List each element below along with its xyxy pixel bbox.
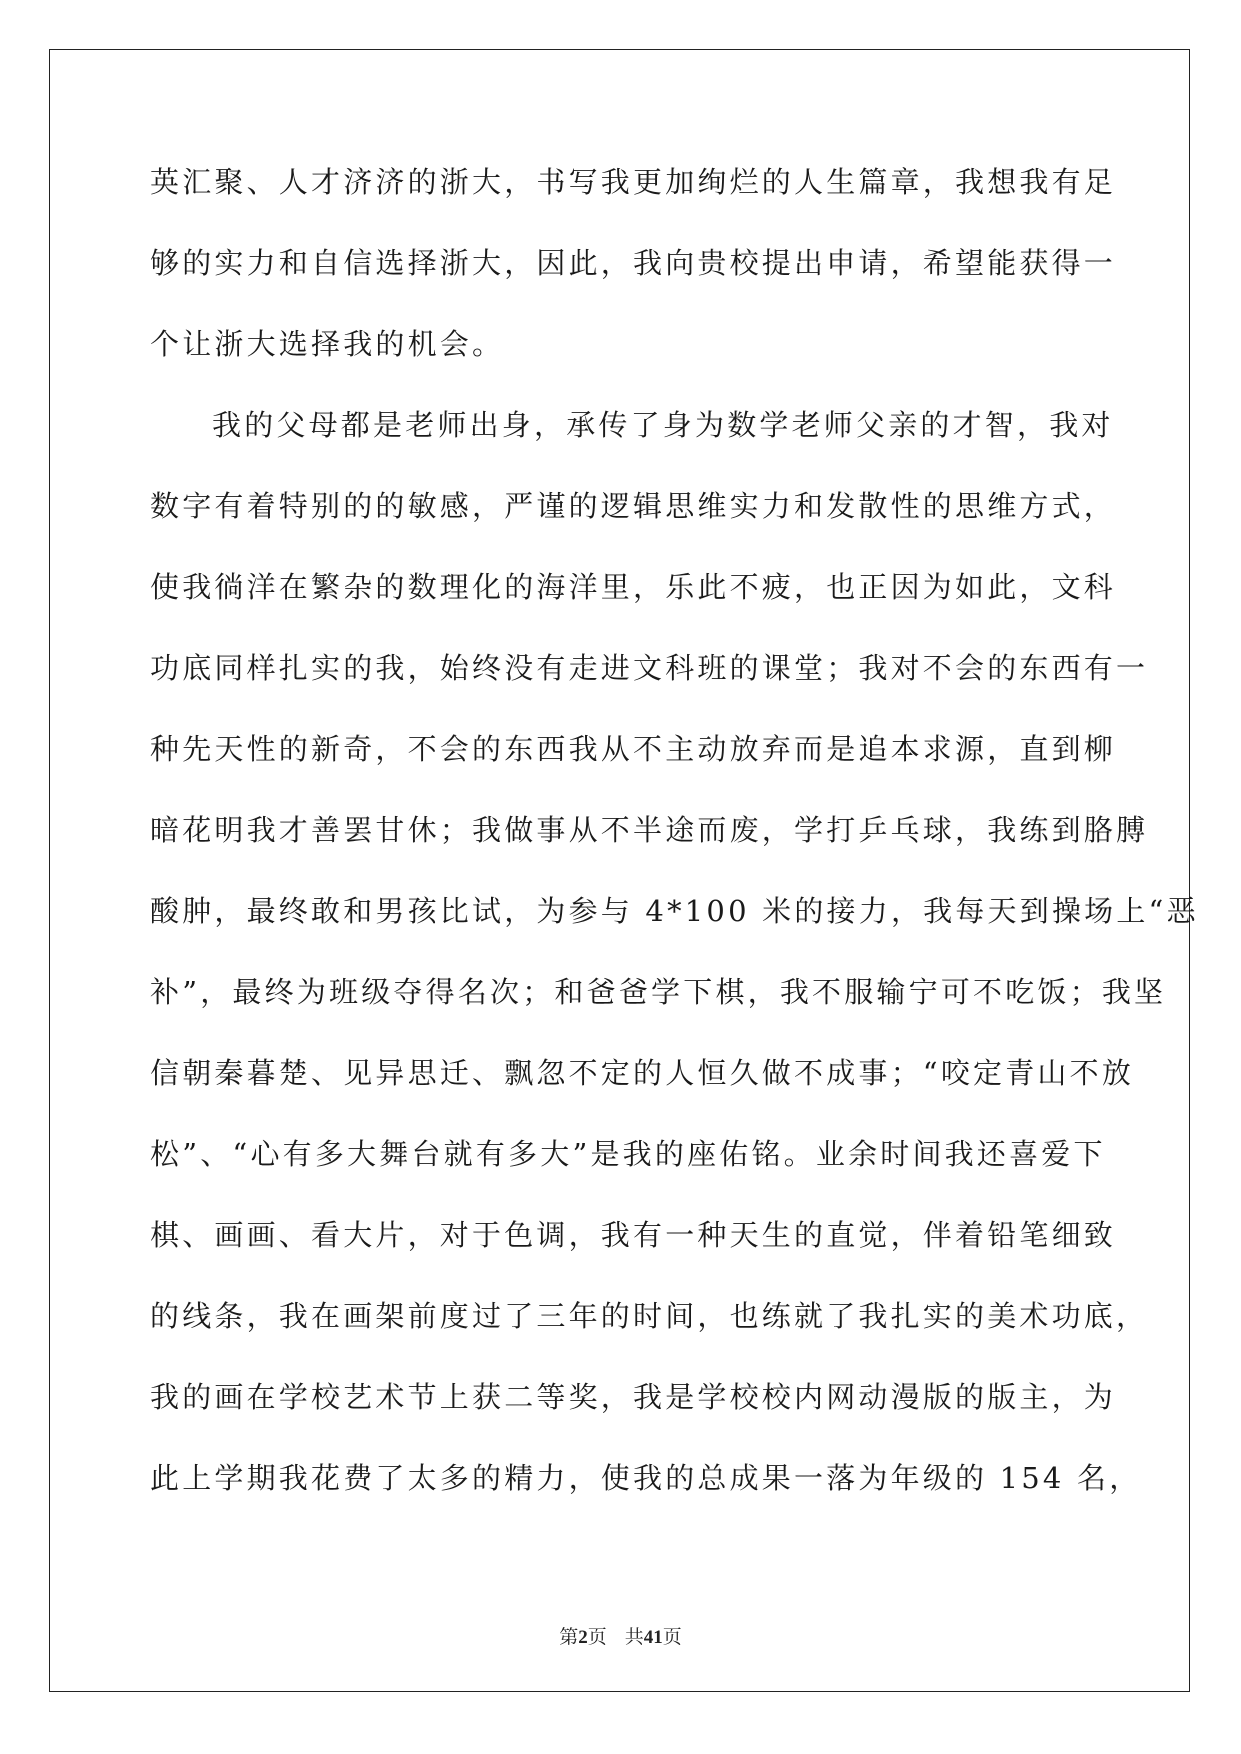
page-number: 2 bbox=[578, 1627, 588, 1648]
page-prefix: 第 bbox=[559, 1627, 579, 1648]
text-line: 信朝秦暮楚、见异思迁、飘忽不定的人恒久做不成事；“咬定青山不放 bbox=[150, 1056, 1135, 1090]
text-line: 的线条，我在画架前度过了三年的时间，也练就了我扎实的美术功底， bbox=[150, 1299, 1149, 1333]
text-line: 英汇聚、人才济济的浙大，书写我更加绚烂的人生篇章，我想我有足 bbox=[150, 165, 1117, 199]
total-pages: 41 bbox=[643, 1627, 663, 1648]
text-line: 功底同样扎实的我，始终没有走进文科班的课堂；我对不会的东西有一 bbox=[150, 651, 1149, 685]
text-line: 酸肿，最终敢和男孩比试，为参与 4*100 米的接力，我每天到操场上“恶 bbox=[150, 894, 1199, 928]
text-line: 够的实力和自信选择浙大，因此，我向贵校提出申请，希望能获得一 bbox=[150, 246, 1117, 280]
page-suffix: 页 bbox=[587, 1627, 607, 1648]
text-line: 使我徜洋在繁杂的数理化的海洋里，乐此不疲，也正因为如此，文科 bbox=[150, 570, 1117, 604]
text-line: 补”，最终为班级夺得名次；和爸爸学下棋，我不服输宁可不吃饭；我坚 bbox=[150, 975, 1167, 1009]
text-line: 此上学期我花费了太多的精力，使我的总成果一落为年级的 154 名， bbox=[150, 1461, 1142, 1495]
text-line: 个让浙大选择我的机会。 bbox=[150, 327, 505, 361]
document-body bbox=[150, 160, 1199, 1537]
text-line: 数字有着特别的的敏感，严谨的逻辑思维实力和发散性的思维方式， bbox=[150, 489, 1117, 523]
text-line: 棋、画画、看大片，对于色调，我有一种天生的直觉，伴着铅笔细致 bbox=[150, 1218, 1117, 1252]
text-line: 种先天性的新奇，不会的东西我从不主动放弃而是追本求源，直到柳 bbox=[150, 732, 1117, 766]
text-line: 松”、“心有多大舞台就有多大”是我的座佑铭。业余时间我还喜爱下 bbox=[150, 1137, 1106, 1171]
page-footer bbox=[0, 1622, 1241, 1649]
paragraph-start-line: 我的父母都是老师出身，承传了身为数学老师父亲的才智，我对 bbox=[212, 408, 1114, 442]
total-prefix: 共 bbox=[624, 1627, 644, 1648]
text-line: 我的画在学校艺术节上获二等奖，我是学校校内网动漫版的版主，为 bbox=[150, 1380, 1117, 1414]
text-line: 暗花明我才善罢甘休；我做事从不半途而废，学打乒乓球，我练到胳膊 bbox=[150, 813, 1149, 847]
total-suffix: 页 bbox=[662, 1627, 682, 1648]
